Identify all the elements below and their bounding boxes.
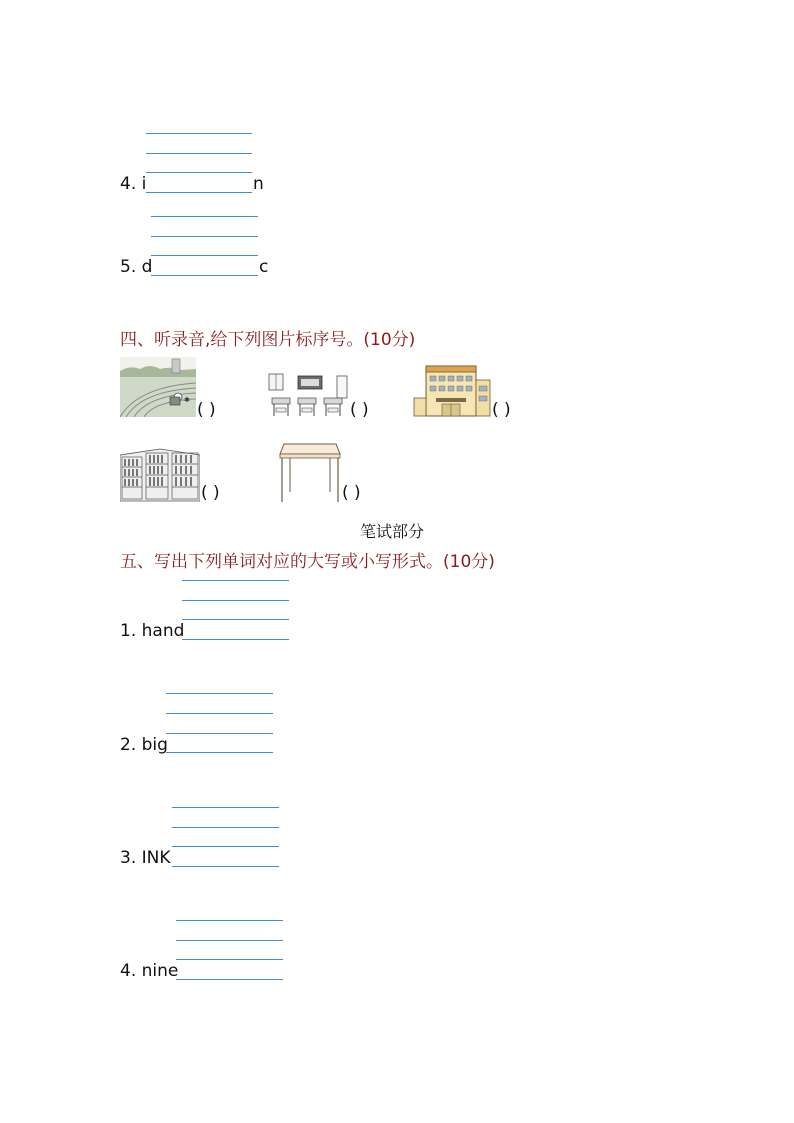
playground-icon xyxy=(120,357,196,417)
guide-line xyxy=(166,733,273,734)
item-label: 3. INK xyxy=(120,848,171,868)
section-5-heading: 五、写出下列单词对应的大写或小写形式。(10分) xyxy=(120,552,495,572)
desk-icon xyxy=(278,440,342,504)
guide-line xyxy=(166,693,273,694)
guide-line xyxy=(166,713,273,714)
section-4-heading: 四、听录音,给下列图片标序号。(10分) xyxy=(120,330,416,350)
svg-text:✱: ✱ xyxy=(184,396,190,404)
guide-line xyxy=(146,153,252,154)
answer-parentheses[interactable]: ( ) xyxy=(201,483,220,503)
item-prefix: 5. d xyxy=(120,257,153,277)
answer-line[interactable] xyxy=(146,192,252,193)
answer-parentheses[interactable]: ( ) xyxy=(350,400,369,420)
item-label: 2. big xyxy=(120,735,168,755)
guide-line xyxy=(146,133,252,134)
answer-parentheses[interactable]: ( ) xyxy=(342,483,361,503)
guide-line xyxy=(172,846,279,847)
guide-line xyxy=(176,959,283,960)
guide-line xyxy=(172,807,279,808)
answer-line[interactable] xyxy=(182,639,289,640)
answer-line[interactable] xyxy=(172,866,279,867)
item-suffix: n xyxy=(253,174,264,194)
guide-line xyxy=(182,580,289,581)
library-icon xyxy=(120,447,200,503)
written-part-label: 笔试部分 xyxy=(360,522,425,541)
guide-line xyxy=(151,236,258,237)
item-prefix: 4. i xyxy=(120,174,147,194)
item-suffix: c xyxy=(259,257,269,277)
item-label: 1. hand xyxy=(120,621,185,641)
item-label: 4. nine xyxy=(120,961,179,981)
guide-line xyxy=(182,600,289,601)
answer-line[interactable] xyxy=(176,979,283,980)
guide-line xyxy=(176,920,283,921)
guide-line xyxy=(151,216,258,217)
guide-line xyxy=(176,940,283,941)
answer-parentheses[interactable]: ( ) xyxy=(492,400,511,420)
school-building-icon xyxy=(412,362,492,418)
answer-line[interactable] xyxy=(166,752,273,753)
guide-line xyxy=(172,827,279,828)
guide-line xyxy=(182,619,289,620)
guide-line xyxy=(146,172,252,173)
classroom-icon xyxy=(268,372,350,420)
answer-line[interactable] xyxy=(151,275,258,276)
answer-parentheses[interactable]: ( ) xyxy=(197,400,216,420)
guide-line xyxy=(151,255,258,256)
